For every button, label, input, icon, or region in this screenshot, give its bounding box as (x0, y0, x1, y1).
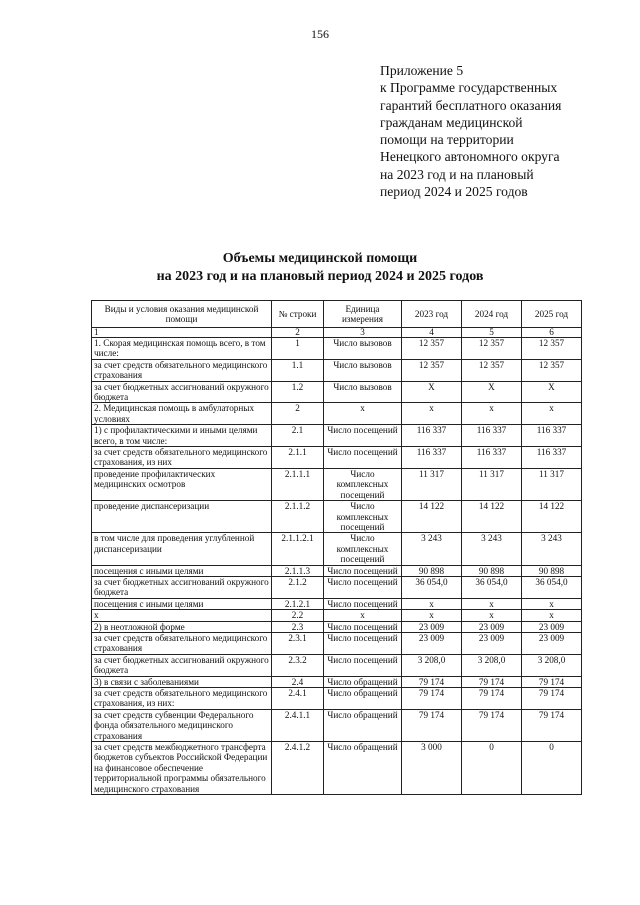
column-number: 1 (92, 328, 272, 338)
cell-row-number: 2.1.1.1 (272, 468, 324, 500)
cell-unit: Число комплексных посещений (324, 533, 402, 565)
cell-2024: 79 174 (462, 709, 522, 741)
table-row (92, 425, 582, 447)
cell-2024: 79 174 (462, 676, 522, 687)
cell-2024: 79 174 (462, 688, 522, 710)
cell-unit: Число обращений (324, 709, 402, 741)
appendix-line: на 2023 год и на плановый (380, 166, 534, 182)
table-row (92, 610, 582, 621)
cell-row-number: 1.2 (272, 381, 324, 403)
appendix-reference (380, 62, 620, 200)
cell-row-number: 2.1.2.1 (272, 598, 324, 609)
cell-row-number: 2.2 (272, 610, 324, 621)
appendix-line: помощи на территории (380, 132, 514, 148)
cell-2025: 90 898 (522, 565, 582, 576)
title-line: Объемы медицинской помощи (222, 251, 418, 266)
cell-row-number: 2.1.1.3 (272, 565, 324, 576)
cell-2023: 36 054,0 (402, 576, 462, 598)
cell-2023: X (402, 381, 462, 403)
appendix-line: к Программе государственных (380, 80, 558, 96)
table-row (92, 447, 582, 469)
cell-2025: 12 357 (522, 359, 582, 381)
cell-row-number: 2.3 (272, 621, 324, 632)
cell-2025: 36 054,0 (522, 576, 582, 598)
cell-2024: 3 243 (462, 533, 522, 565)
table-header-row (92, 301, 582, 328)
cell-care-type: за счет бюджетных ассигнований окружного бюджета (92, 381, 272, 403)
cell-care-type: проведение профилактических медицинских осмотров (92, 468, 272, 500)
header-year-2023: 2023 год (402, 301, 462, 328)
header-year-2024: 2024 год (462, 301, 522, 328)
cell-care-type: в том числе для проведения углубленной диспансеризации (92, 533, 272, 565)
cell-care-type: 1. Скорая медицинская помощь всего, в том числе: (92, 338, 272, 360)
cell-2025: 116 337 (522, 425, 582, 447)
header-year-2025: 2025 год (522, 301, 582, 328)
cell-2024: 23 009 (462, 621, 522, 632)
cell-2024: 36 054,0 (462, 576, 522, 598)
table-row (92, 598, 582, 609)
cell-2025: 0 (522, 742, 582, 795)
cell-unit: Число посещений (324, 654, 402, 676)
cell-2023: 3 000 (402, 742, 462, 795)
title-line: на 2023 год и на плановый период 2024 и 2025 годов (156, 269, 484, 284)
cell-2025: 79 174 (522, 676, 582, 687)
cell-2023: 23 009 (402, 621, 462, 632)
table-row (92, 501, 582, 533)
table-row (92, 654, 582, 676)
cell-2024: 116 337 (462, 447, 522, 469)
cell-2025: x (522, 598, 582, 609)
cell-unit: Число обращений (324, 676, 402, 687)
cell-unit: Число посещений (324, 565, 402, 576)
cell-care-type: 3) в связи с заболеваниями (92, 676, 272, 687)
cell-2024: X (462, 381, 522, 403)
cell-2025: 11 317 (522, 468, 582, 500)
appendix-line: гражданам медицинской (380, 114, 523, 130)
cell-2023: 3 208,0 (402, 654, 462, 676)
table-row (92, 403, 582, 425)
cell-row-number: 2.4.1.2 (272, 742, 324, 795)
cell-unit: Число обращений (324, 688, 402, 710)
cell-2025: 3 243 (522, 533, 582, 565)
table-row (92, 742, 582, 795)
table-row (92, 688, 582, 710)
cell-row-number: 1 (272, 338, 324, 360)
cell-care-type: 1) с профилактическими и иными целями всего, в том числе: (92, 425, 272, 447)
appendix-line: гарантий бесплатного оказания (380, 97, 562, 113)
document-title (0, 250, 640, 286)
cell-unit: x (324, 403, 402, 425)
cell-row-number: 2.3.1 (272, 632, 324, 654)
cell-2023: 12 357 (402, 359, 462, 381)
cell-2023: x (402, 598, 462, 609)
cell-unit: Число вызовов (324, 359, 402, 381)
table-row (92, 468, 582, 500)
cell-unit: x (324, 610, 402, 621)
table-row (92, 676, 582, 687)
table-row (92, 381, 582, 403)
cell-2025: x (522, 403, 582, 425)
cell-care-type: за счет средств обязательного медицинского страхования (92, 632, 272, 654)
cell-row-number: 2.1 (272, 425, 324, 447)
cell-2025: 3 208,0 (522, 654, 582, 676)
table-row (92, 709, 582, 741)
cell-2024: 12 357 (462, 338, 522, 360)
cell-care-type: за счет средств обязательного медицинского страхования (92, 359, 272, 381)
cell-2023: x (402, 610, 462, 621)
column-number-row (92, 328, 582, 338)
cell-row-number: 2.3.2 (272, 654, 324, 676)
cell-2023: 23 009 (402, 632, 462, 654)
cell-row-number: 2 (272, 403, 324, 425)
cell-row-number: 2.1.1 (272, 447, 324, 469)
cell-unit: Число посещений (324, 447, 402, 469)
cell-care-type: за счет средств обязательного медицинского страхования, из них (92, 447, 272, 469)
cell-2025: 23 009 (522, 632, 582, 654)
cell-2024: x (462, 403, 522, 425)
cell-row-number: 2.4 (272, 676, 324, 687)
cell-care-type: проведение диспансеризации (92, 501, 272, 533)
cell-unit: Число посещений (324, 425, 402, 447)
cell-care-type: за счет средств межбюджетного трансферта бюджетов субъектов Российской Федерации на финансовое обеспечение территориальной программы обязательного медицинского страхования (92, 742, 272, 795)
cell-2025: x (522, 610, 582, 621)
cell-row-number: 2.4.1.1 (272, 709, 324, 741)
cell-2024: 0 (462, 742, 522, 795)
cell-row-number: 2.1.1.2 (272, 501, 324, 533)
cell-unit: Число комплексных посещений (324, 468, 402, 500)
cell-2024: 116 337 (462, 425, 522, 447)
column-number: 5 (462, 328, 522, 338)
column-number: 3 (324, 328, 402, 338)
cell-care-type: за счет бюджетных ассигнований окружного бюджета (92, 576, 272, 598)
table-row (92, 359, 582, 381)
cell-care-type: за счет средств обязательного медицинского страхования, из них: (92, 688, 272, 710)
cell-2025: 116 337 (522, 447, 582, 469)
medical-care-volumes-table (91, 300, 582, 795)
table-row (92, 533, 582, 565)
cell-2024: 23 009 (462, 632, 522, 654)
cell-2024: x (462, 610, 522, 621)
cell-2025: 23 009 (522, 621, 582, 632)
cell-row-number: 2.1.1.2.1 (272, 533, 324, 565)
cell-2024: 3 208,0 (462, 654, 522, 676)
cell-2024: 90 898 (462, 565, 522, 576)
page-number: 156 (311, 27, 329, 41)
cell-2025: 79 174 (522, 709, 582, 741)
header-row-number: № строки (272, 301, 324, 328)
appendix-line: Приложение 5 (380, 63, 464, 78)
cell-2023: x (402, 403, 462, 425)
cell-2023: 79 174 (402, 688, 462, 710)
appendix-line: Ненецкого автономного округа (380, 149, 560, 165)
cell-2023: 116 337 (402, 447, 462, 469)
table-row (92, 576, 582, 598)
cell-row-number: 1.1 (272, 359, 324, 381)
cell-2023: 90 898 (402, 565, 462, 576)
cell-2025: X (522, 381, 582, 403)
cell-unit: Число посещений (324, 632, 402, 654)
table-row (92, 338, 582, 360)
cell-unit: Число вызовов (324, 338, 402, 360)
cell-2024: 12 357 (462, 359, 522, 381)
cell-unit: Число комплексных посещений (324, 501, 402, 533)
cell-2025: 79 174 (522, 688, 582, 710)
cell-row-number: 2.4.1 (272, 688, 324, 710)
cell-2024: x (462, 598, 522, 609)
cell-2025: 14 122 (522, 501, 582, 533)
cell-2023: 79 174 (402, 709, 462, 741)
cell-2023: 3 243 (402, 533, 462, 565)
cell-2023: 11 317 (402, 468, 462, 500)
cell-unit: Число обращений (324, 742, 402, 795)
column-number: 4 (402, 328, 462, 338)
column-number: 2 (272, 328, 324, 338)
cell-2024: 11 317 (462, 468, 522, 500)
cell-2025: 12 357 (522, 338, 582, 360)
table-row (92, 621, 582, 632)
cell-care-type: 2. Медицинская помощь в амбулаторных условиях (92, 403, 272, 425)
table-row (92, 565, 582, 576)
cell-care-type: за счет бюджетных ассигнований окружного бюджета (92, 654, 272, 676)
cell-2023: 79 174 (402, 676, 462, 687)
header-care-type: Виды и условия оказания медицинской помощи (92, 301, 272, 328)
appendix-line: период 2024 и 2025 годов (380, 184, 528, 200)
cell-row-number: 2.1.2 (272, 576, 324, 598)
cell-care-type: 2) в неотложной форме (92, 621, 272, 632)
header-unit: Единица измерения (324, 301, 402, 328)
cell-2023: 14 122 (402, 501, 462, 533)
cell-2023: 12 357 (402, 338, 462, 360)
cell-unit: Число посещений (324, 598, 402, 609)
cell-care-type: посещения с иными целями (92, 565, 272, 576)
cell-unit: Число вызовов (324, 381, 402, 403)
cell-care-type: x (92, 610, 272, 621)
table-row (92, 632, 582, 654)
cell-2024: 14 122 (462, 501, 522, 533)
cell-care-type: посещения с иными целями (92, 598, 272, 609)
cell-unit: Число посещений (324, 576, 402, 598)
cell-care-type: за счет средств субвенции Федерального фонда обязательного медицинского страхования (92, 709, 272, 741)
cell-2023: 116 337 (402, 425, 462, 447)
column-number: 6 (522, 328, 582, 338)
cell-unit: Число посещений (324, 621, 402, 632)
